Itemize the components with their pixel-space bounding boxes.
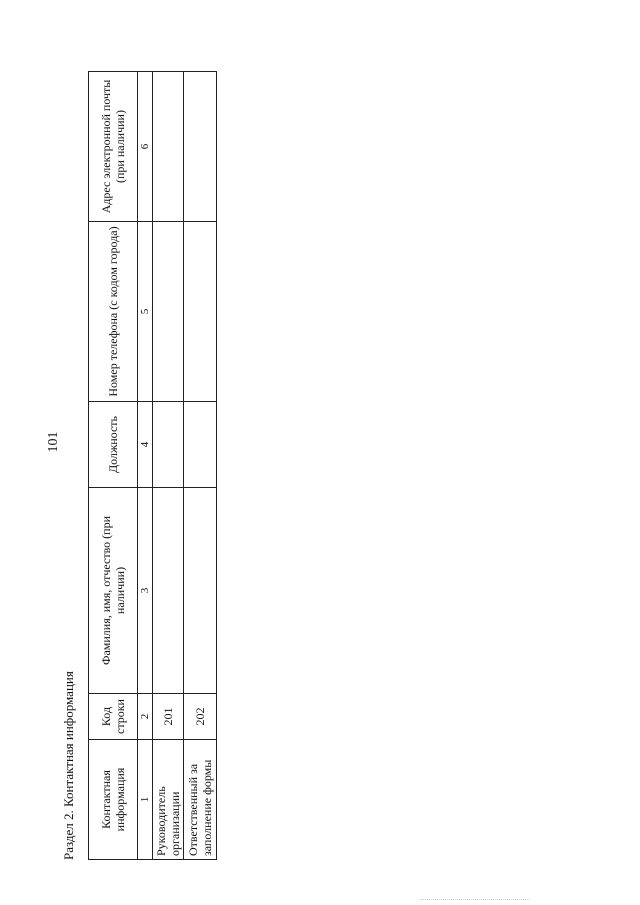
position-cell <box>153 402 184 488</box>
email-cell <box>184 72 217 222</box>
phone-cell <box>153 222 184 402</box>
full-name-cell <box>184 488 217 694</box>
column-header: Контактная информация <box>89 740 138 860</box>
column-number-row <box>138 72 153 860</box>
full-name-cell <box>153 488 184 694</box>
row-code: 202 <box>184 694 217 740</box>
column-header: Номер телефона (с кодом города) <box>89 222 138 402</box>
email-cell <box>153 72 184 222</box>
table-row <box>153 72 184 860</box>
scan-artifact-divider <box>420 899 530 902</box>
column-header: Должность <box>89 402 138 488</box>
row-code: 201 <box>153 694 184 740</box>
contact-info-table <box>88 71 217 860</box>
position-cell <box>184 402 217 488</box>
column-header: Адрес электронной почты (при наличии) <box>89 72 138 222</box>
table-header-row <box>89 72 138 860</box>
column-number: 6 <box>138 72 153 222</box>
column-header: Код строки <box>89 694 138 740</box>
row-label: Руководитель организации <box>153 740 184 860</box>
section-title: Раздел 2. Контактная информация <box>61 671 76 860</box>
page-number: 101 <box>46 431 61 453</box>
column-number: 5 <box>138 222 153 402</box>
column-number: 1 <box>138 740 153 860</box>
table-row <box>184 72 217 860</box>
contact-info-section <box>60 40 260 860</box>
column-number: 4 <box>138 402 153 488</box>
column-number: 2 <box>138 694 153 740</box>
column-header: Фамилия, имя, отчество (при наличии) <box>89 488 138 694</box>
phone-cell <box>184 222 217 402</box>
column-number: 3 <box>138 488 153 694</box>
row-label: Ответственный за заполнение формы <box>184 740 217 860</box>
